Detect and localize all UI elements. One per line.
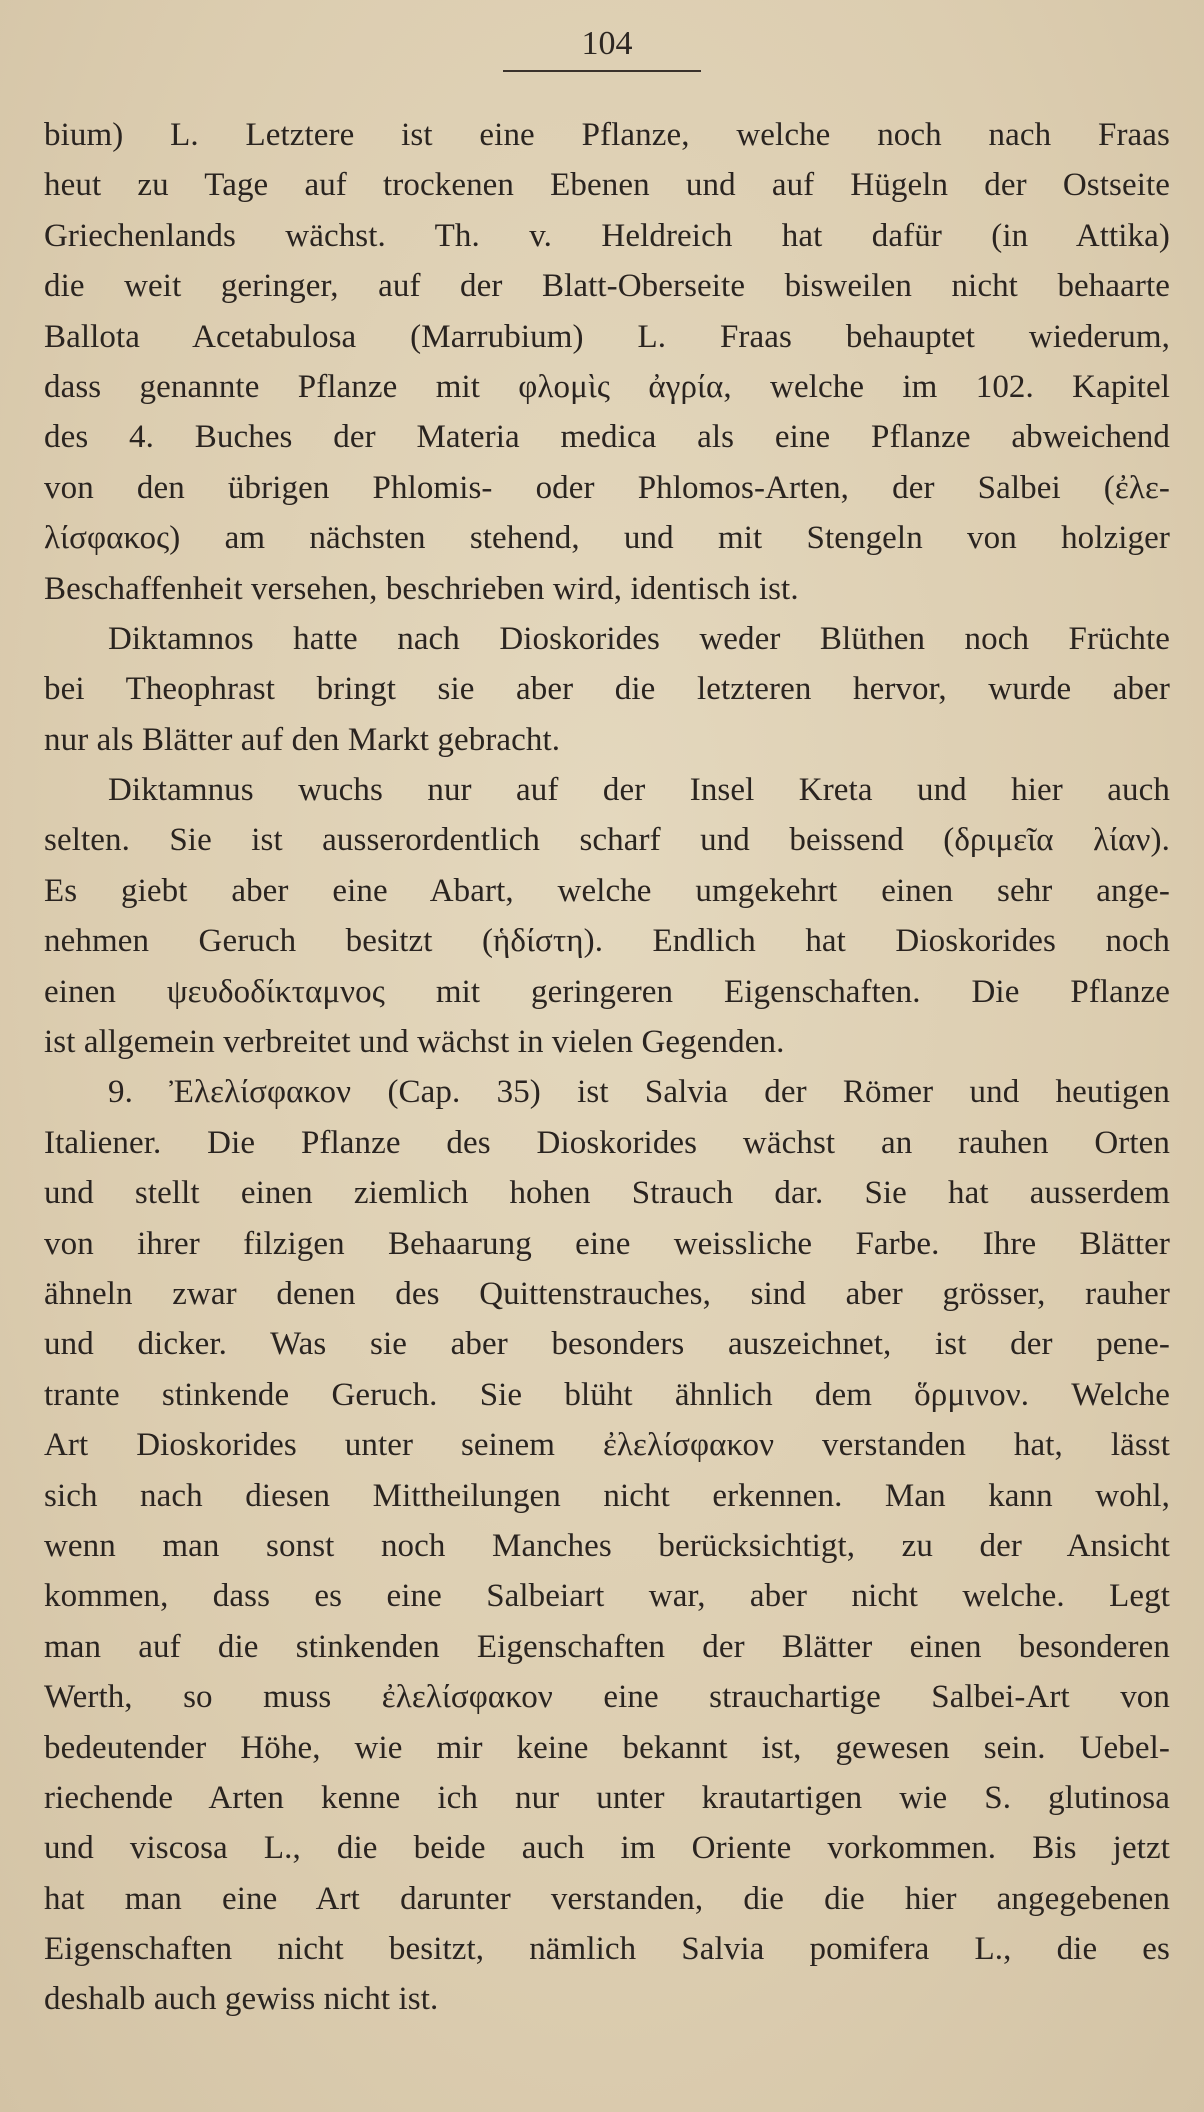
text-line: und stellt einen ziemlich hohen Strauch dar. Sie hat ausserdem <box>44 1175 1170 1212</box>
text-line: Art Dioskorides unter seinem ἐλελίσφακον verstanden hat, lässt <box>44 1427 1170 1464</box>
text-line: hat man eine Art darunter verstanden, die die hier angegebenen <box>44 1880 1170 1917</box>
text-line: und viscosa L., die beide auch im Oriente vorkommen. Bis jetzt <box>44 1830 1170 1867</box>
text-line: Italiener. Die Pflanze des Dioskorides wächst an rauhen Orten <box>44 1124 1170 1161</box>
text-line: des 4. Buches der Materia medica als eine Pflanze abweichend <box>44 419 1170 456</box>
text-line: heut zu Tage auf trockenen Ebenen und auf Hügeln der Ostseite <box>44 167 1170 204</box>
text-line: Werth, so muss ἐλελίσφακον eine strauchartige Salbei-Art von <box>44 1679 1170 1716</box>
text-line: sich nach diesen Mittheilungen nicht erkennen. Man kann wohl, <box>44 1477 1170 1514</box>
text-line: bei Theophrast bringt sie aber die letzteren hervor, wurde aber <box>44 671 1170 708</box>
text-line: deshalb auch gewiss nicht ist. <box>44 1981 439 2018</box>
text-line: wenn man sonst noch Manches berücksichtigt, zu der Ansicht <box>44 1527 1170 1564</box>
text-line: bium) L. Letztere ist eine Pflanze, welche noch nach Fraas <box>44 117 1170 153</box>
text-line: ist allgemein verbreitet und wächst in vielen Gegenden. <box>44 1024 785 1061</box>
text-line: λίσφακος) am nächsten stehend, und mit Stengeln von holziger <box>44 520 1170 557</box>
text-line: nur als Blätter auf den Markt gebracht. <box>44 721 561 758</box>
text-line: Es giebt aber eine Abart, welche umgekehrt einen sehr ange- <box>44 872 1170 909</box>
text-line: Ballota Acetabulosa (Marrubium) L. Fraas behauptet wiederum, <box>44 318 1170 355</box>
text-line: bedeutender Höhe, wie mir keine bekannt ist, gewesen sein. Uebel- <box>44 1729 1170 1766</box>
document-page <box>44 0 1170 2112</box>
text-line: dass genannte Pflanze mit φλομὶς ἀγρία, welche im 102. Kapitel <box>44 368 1170 405</box>
text-line: einen ψευδοδίκταμνος mit geringeren Eigenschaften. Die Pflanze <box>44 973 1170 1010</box>
text-line: die weit geringer, auf der Blatt-Oberseite bisweilen nicht behaarte <box>44 268 1170 305</box>
text-line: Beschaffenheit versehen, beschrieben wird, identisch ist. <box>44 570 799 607</box>
header-rule <box>503 70 701 72</box>
text-line: Diktamnus wuchs nur auf der Insel Kreta und hier auch <box>108 772 1170 809</box>
text-line: Griechenlands wächst. Th. v. Heldreich hat dafür (in Attika) <box>44 217 1170 254</box>
text-line: Diktamnos hatte nach Dioskorides weder Blüthen noch Früchte <box>108 620 1170 657</box>
text-line: Eigenschaften nicht besitzt, nämlich Salvia pomifera L., die es <box>44 1931 1170 1968</box>
text-line: trante stinkende Geruch. Sie blüht ähnlich dem ὅρμινον. Welche <box>44 1376 1170 1413</box>
text-line: nehmen Geruch besitzt (ἡδίστη). Endlich hat Dioskorides noch <box>44 923 1170 960</box>
text-line: von ihrer filzigen Behaarung eine weissliche Farbe. Ihre Blätter <box>44 1225 1170 1262</box>
text-line: kommen, dass es eine Salbeiart war, aber nicht welche. Legt <box>44 1578 1170 1615</box>
text-line: und dicker. Was sie aber besonders auszeichnet, ist der pene- <box>44 1326 1170 1363</box>
text-line: riechende Arten kenne ich nur unter krautartigen wie S. glutinosa <box>44 1779 1170 1816</box>
text-line: ähneln zwar denen des Quittenstrauches, sind aber grösser, rauher <box>44 1275 1170 1312</box>
text-line: selten. Sie ist ausserordentlich scharf und beissend (δριμεῖα λίαν). <box>44 822 1170 859</box>
page-number: 104 <box>581 25 633 62</box>
text-line: 9. Ἐλελίσφακον (Cap. 35) ist Salvia der Römer und heutigen <box>108 1074 1170 1111</box>
text-line: von den übrigen Phlomis- oder Phlomos-Arten, der Salbei (ἐλε- <box>44 469 1170 506</box>
text-line: man auf die stinkenden Eigenschaften der Blätter einen besonderen <box>44 1628 1170 1665</box>
body-text <box>44 110 1170 2025</box>
